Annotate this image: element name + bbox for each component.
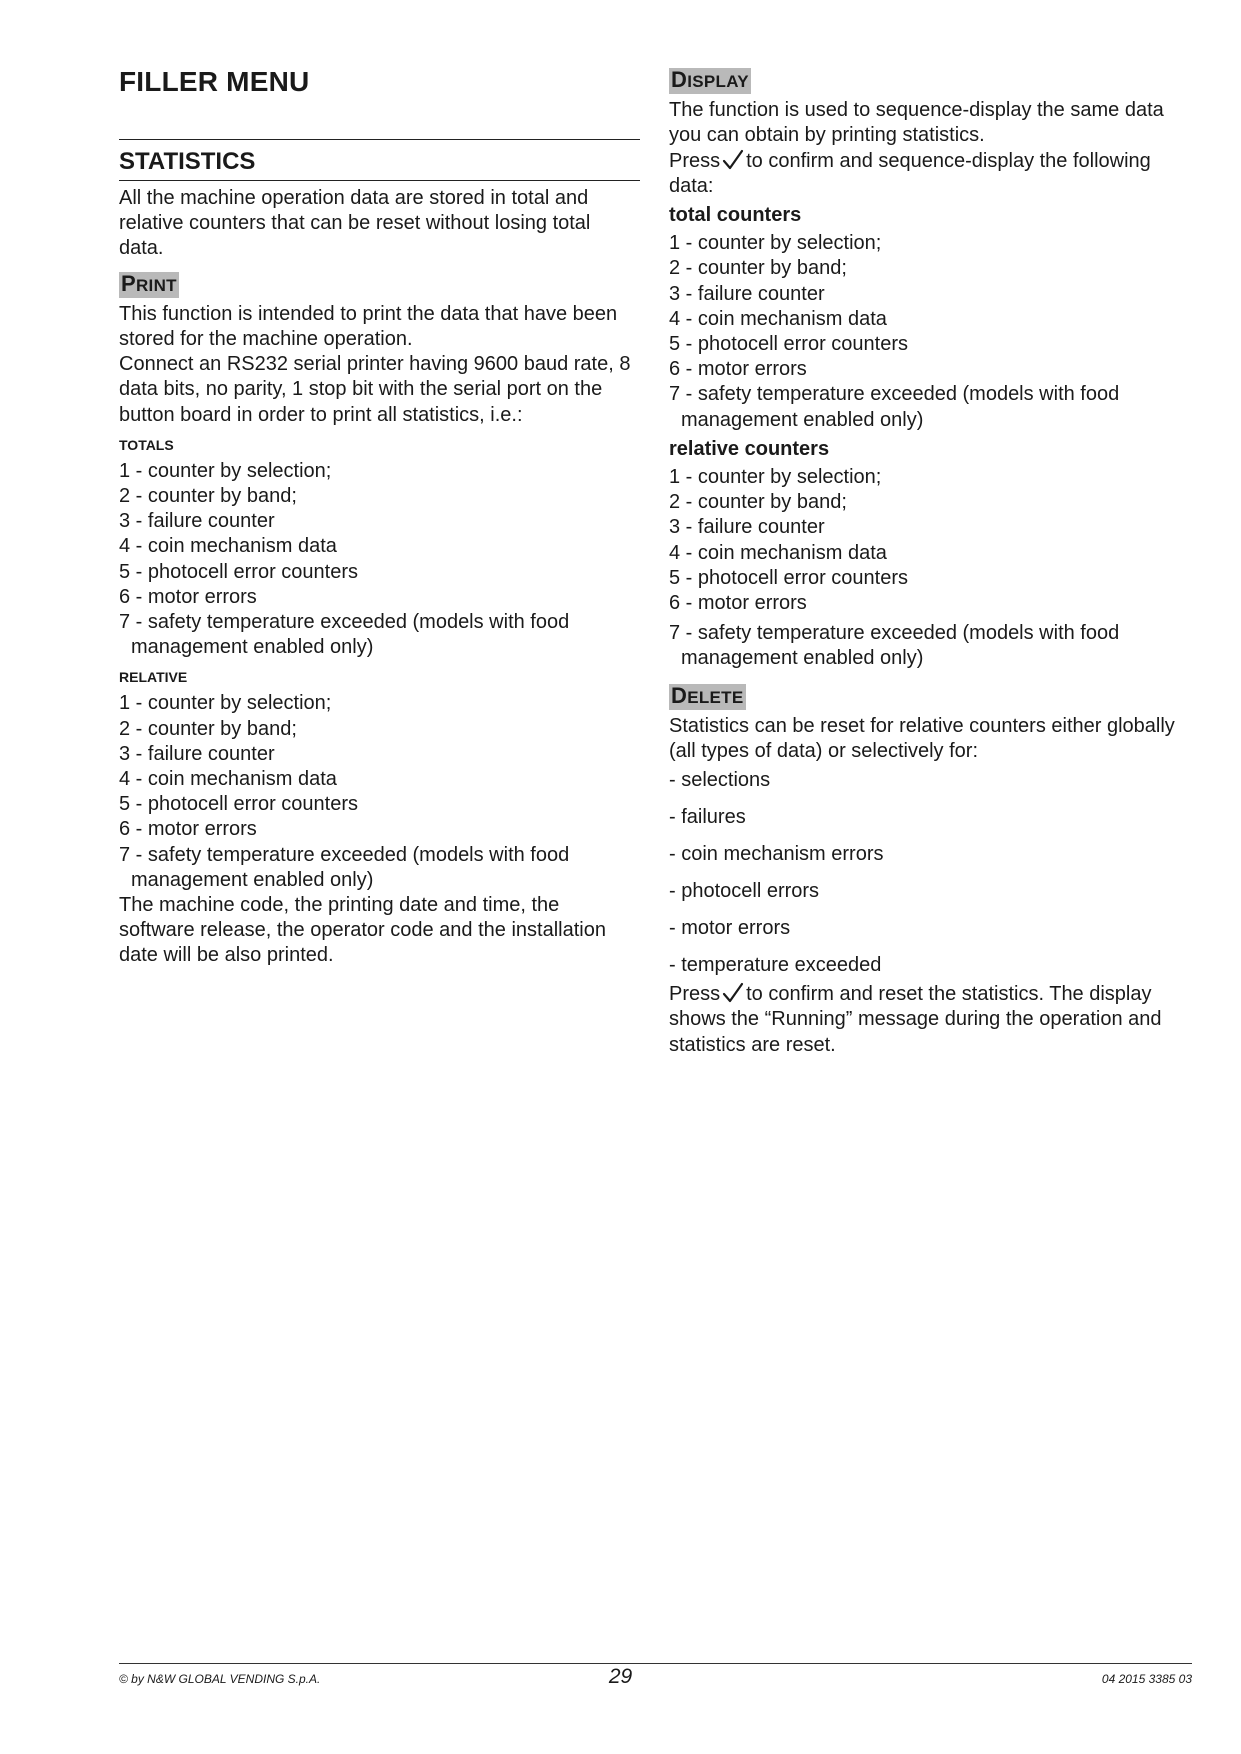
list-item: - temperature exceeded	[669, 954, 882, 977]
display-heading	[669, 68, 1194, 94]
print-paragraph-1: This function is intended to print the data that have been stored for the machine operation.	[119, 302, 618, 351]
display-heading-initial: D	[671, 67, 688, 92]
list-item: 2 - counter by band;	[119, 717, 297, 740]
press-instruction: to confirm and sequence-display the following data:	[669, 149, 1151, 197]
list-item: 7 - safety temperature exceeded (models with food management enabled only)	[669, 622, 1120, 670]
list-item: 7 - safety temperature exceeded (models with food management enabled only)	[669, 383, 1120, 431]
list-item: 4 - coin mechanism data	[669, 307, 887, 330]
footer-doc-code: 04 2015 3385 03	[1101, 1672, 1192, 1686]
list-item: 5 - photocell error counters	[119, 560, 359, 583]
print-heading	[119, 272, 640, 298]
list-item: 2 - counter by band;	[669, 491, 847, 514]
relative-counters-heading: relative counters	[669, 437, 830, 460]
list-item: 7 - safety temperature exceeded (models with food management enabled only)	[119, 843, 570, 891]
list-item: - selections	[669, 769, 771, 792]
relative-counters-list	[669, 465, 1194, 672]
list-item: 1 - counter by selection;	[669, 466, 882, 489]
list-item: 2 - counter by band;	[669, 257, 847, 280]
list-item: 6 - motor errors	[119, 585, 257, 608]
totals-list	[119, 459, 640, 661]
section-rule-top	[119, 139, 640, 140]
list-item: 4 - coin mechanism data	[669, 541, 887, 564]
total-counters-list	[669, 231, 1194, 433]
delete-paragraph-1: Statistics can be reset for relative counters either globally (all types of data) or selectively for:	[669, 714, 1175, 763]
list-item: 7 - safety temperature exceeded (models with food management enabled only)	[119, 611, 570, 659]
delete-press-paragraph	[669, 982, 1194, 1058]
statistics-content	[119, 186, 640, 969]
list-item: 1 - counter by selection;	[669, 232, 882, 255]
list-item: 5 - photocell error counters	[669, 333, 909, 356]
display-paragraph-1: The function is used to sequence-display the same data you can obtain by printing statistics.	[669, 99, 1164, 147]
totals-label: TOTALS	[119, 436, 174, 453]
list-item: 4 - coin mechanism data	[119, 768, 337, 791]
display-heading-rest: ISPLAY	[687, 72, 749, 91]
list-item: 3 - failure counter	[119, 510, 275, 533]
press-instruction: to confirm and reset the statistics. The display shows the “Running” message during the operation and statistics are reset.	[669, 983, 1162, 1056]
list-item: 1 - counter by selection;	[119, 692, 332, 715]
section-title: STATISTICS	[119, 148, 256, 175]
press-word: Press	[669, 149, 721, 172]
section-rule-bottom	[119, 180, 640, 181]
delete-options-list	[669, 768, 1194, 978]
checkmark-icon	[722, 982, 744, 1004]
print-closing-paragraph: The machine code, the printing date and time, the software release, the operator code and the installation date will be also printed.	[119, 894, 606, 967]
list-item: 5 - photocell error counters	[669, 566, 909, 589]
intro-paragraph: All the machine operation data are stored in total and relative counters that can be reset without losing total data.	[119, 187, 591, 260]
list-item: - coin mechanism errors	[669, 843, 884, 866]
list-item: 1 - counter by selection;	[119, 459, 332, 482]
footer-rule	[119, 1663, 1192, 1664]
delete-heading-rest: ELETE	[687, 687, 744, 707]
delete-heading-initial: D	[671, 682, 688, 708]
list-item: 3 - failure counter	[119, 742, 275, 765]
list-item: 5 - photocell error counters	[119, 793, 359, 816]
page-number: 29	[608, 1665, 633, 1688]
list-item: - photocell errors	[669, 880, 820, 903]
list-item: 4 - coin mechanism data	[119, 535, 337, 558]
footer-copyright: © by N&W GLOBAL VENDING S.p.A.	[119, 1672, 321, 1686]
list-item: 6 - motor errors	[119, 818, 257, 841]
press-word: Press	[669, 983, 721, 1006]
relative-label: RELATIVE	[119, 669, 188, 686]
display-press-paragraph	[669, 149, 1194, 199]
page-title: FILLER MENU	[119, 66, 310, 97]
list-item: 6 - motor errors	[669, 592, 807, 615]
delete-heading	[669, 684, 1194, 710]
print-paragraph-2: Connect an RS232 serial printer having 9600 baud rate, 8 data bits, no parity, 1 stop bit with the serial port on the button board in order to print all statistics, i.e.:	[119, 353, 631, 426]
list-item: 2 - counter by band;	[119, 485, 297, 508]
display-delete-content	[669, 68, 1194, 1058]
list-item: 3 - failure counter	[669, 282, 825, 305]
relative-list	[119, 691, 640, 893]
print-heading-rest: RINT	[135, 275, 177, 295]
list-item: 6 - motor errors	[669, 358, 807, 381]
checkmark-icon	[722, 149, 744, 171]
print-heading-initial: P	[121, 270, 136, 296]
list-item: - failures	[669, 806, 746, 829]
total-counters-heading: total counters	[669, 204, 802, 227]
list-item: - motor errors	[669, 917, 791, 940]
list-item: 3 - failure counter	[669, 516, 825, 539]
